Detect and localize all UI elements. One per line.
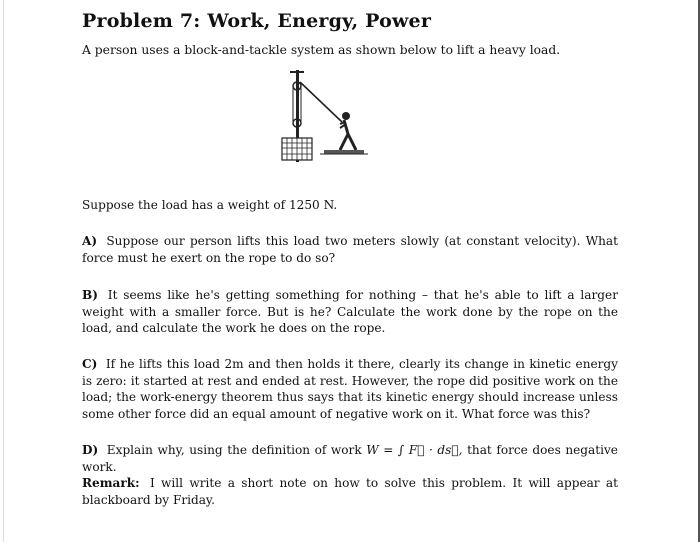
part-a <box>82 233 618 266</box>
part-b-text: It seems like he's getting something for nothing – that he's able to lift a larger weight with a smaller force. But is he? Calculate the work done by the rope on the load, and calculate the work he does on the rope. <box>82 288 618 335</box>
remark <box>82 475 618 508</box>
part-b <box>82 287 618 337</box>
remark-label: Remark: <box>82 476 140 490</box>
part-b-label: B) <box>82 288 98 302</box>
part-c <box>82 356 618 422</box>
remark-text: I will write a short note on how to solve this problem. It will appear at blackboard by Friday. <box>82 476 618 507</box>
part-d-text-before: Explain why, using the definition of work <box>106 443 362 457</box>
part-c-text: If he lifts this load 2m and then holds it there, clearly its change in kinetic energy is zero: it started at rest and ended at rest. However, the rope did positive work on the load; the work-energy theorem thus says that its kinetic energy should increase unless some other force did an equal amount of negative work on it. What force was this? <box>82 357 618 421</box>
part-a-text: Suppose our person lifts this load two meters slowly (at constant velocity). What force must he exert on the rope to do so? <box>82 234 618 265</box>
load-weight-text: Suppose the load has a weight of 1250 N. <box>82 198 338 212</box>
block-and-tackle-figure <box>260 68 370 178</box>
pulley-diagram-icon <box>260 68 370 178</box>
problem-title: Problem 7: Work, Energy, Power <box>82 10 432 32</box>
page-edge-left <box>3 0 4 542</box>
part-a-label: A) <box>82 234 98 248</box>
part-c-label: C) <box>82 357 98 371</box>
part-d-text-after: that force does negative work. <box>82 443 618 474</box>
part-d <box>82 442 618 475</box>
part-d-label: D) <box>82 443 99 457</box>
work-formula: W = ∫ F⃗ · ds⃗, <box>366 443 463 457</box>
intro-text: A person uses a block-and-tackle system as shown below to lift a heavy load. <box>82 43 561 57</box>
